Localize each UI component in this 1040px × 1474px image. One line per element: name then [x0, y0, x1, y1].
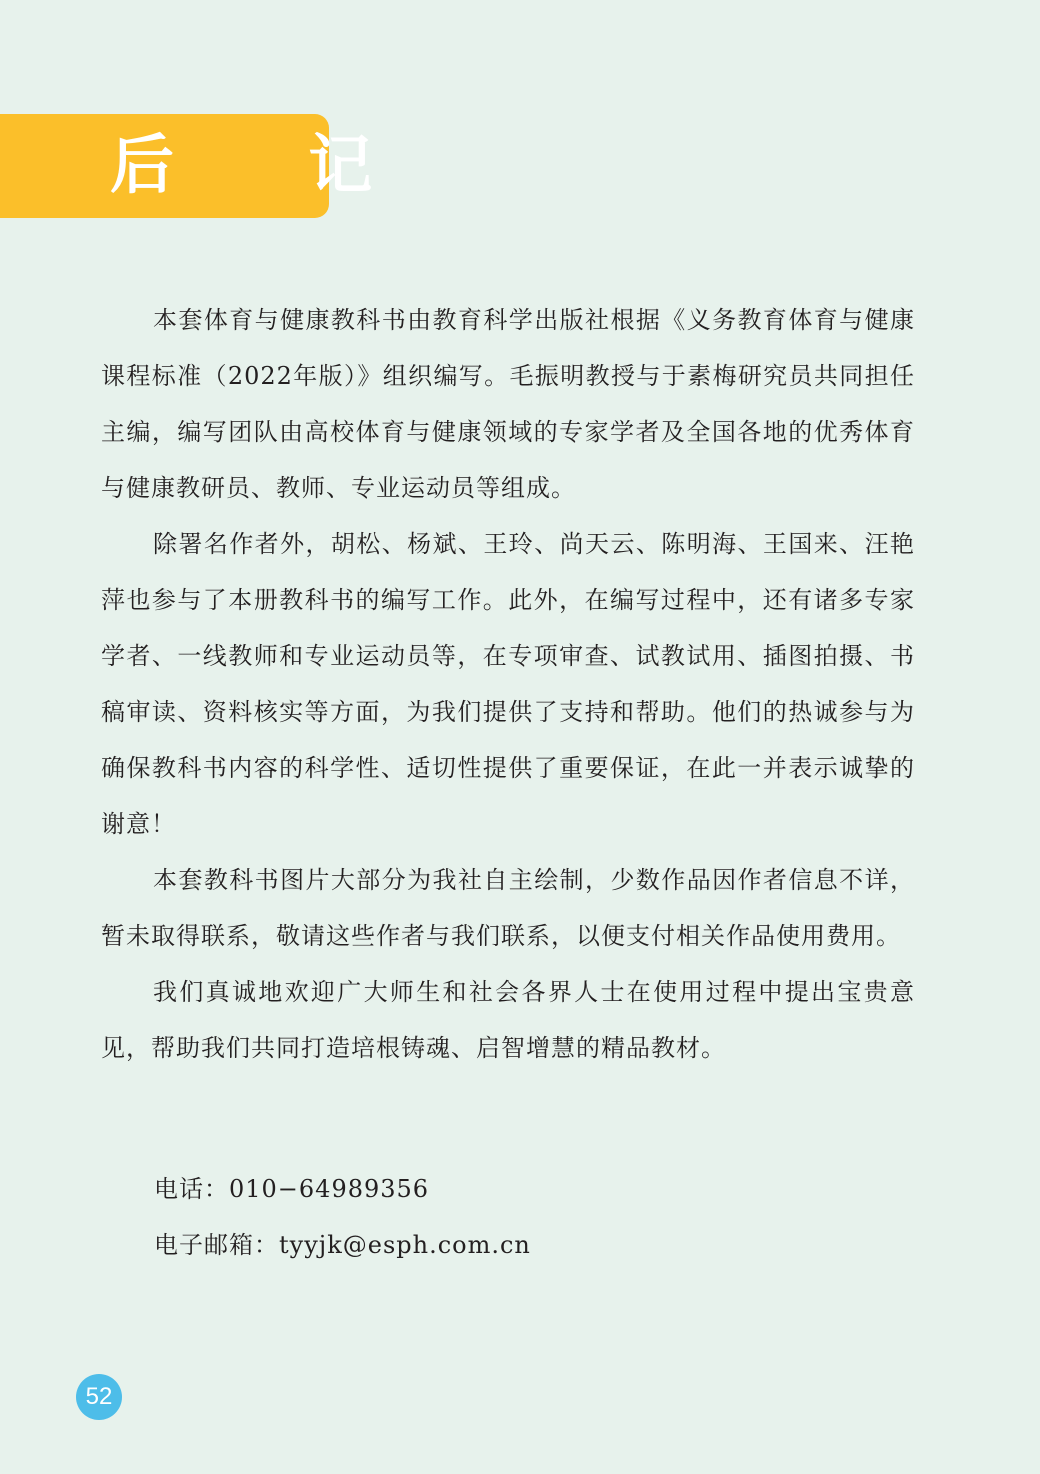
afterword-body — [101, 292, 915, 1076]
contact-info — [154, 1161, 754, 1273]
paragraph-acknowledgements: 除署名作者外，胡松、杨斌、王玲、尚天云、陈明海、王国来、汪艳萍也参与了本册教科书的编写工作。此外，在编写过程中，还有诸多专家学者、一线教师和专业运动员等，在专项审查、试教试用、插图拍摄、书稿审读、资料核实等方面，为我们提供了支持和帮助。他们的热诚参与为确保教科书内容的科学性、适切性提供了重要保证，在此一并表示诚挚的谢意！ — [101, 530, 915, 838]
paragraph-feedback: 我们真诚地欢迎广大师生和社会各界人士在使用过程中提出宝贵意见，帮助我们共同打造培根铸魂、启智增慧的精品教材。 — [101, 978, 915, 1062]
page-number-badge: 52 — [76, 1374, 122, 1420]
page-title: 后 记 — [110, 129, 429, 203]
paragraph-image-rights: 本套教科书图片大部分为我社自主绘制，少数作品因作者信息不详，暂未取得联系，敬请这些作者与我们联系，以便支付相关作品使用费用。 — [101, 866, 915, 950]
paragraph-compilation: 本套体育与健康教科书由教育科学出版社根据《义务教育体育与健康课程标准（2022年版）》组织编写。毛振明教授与于素梅研究员共同担任主编，编写团队由高校体育与健康领域的专家学者及全国各地的优秀体育与健康教研员、教师、专业运动员等组成。 — [101, 306, 915, 502]
contact-phone: 电话：010−64989356 — [154, 1175, 430, 1203]
contact-email: 电子邮箱：tyyjk@esph.com.cn — [154, 1231, 531, 1259]
